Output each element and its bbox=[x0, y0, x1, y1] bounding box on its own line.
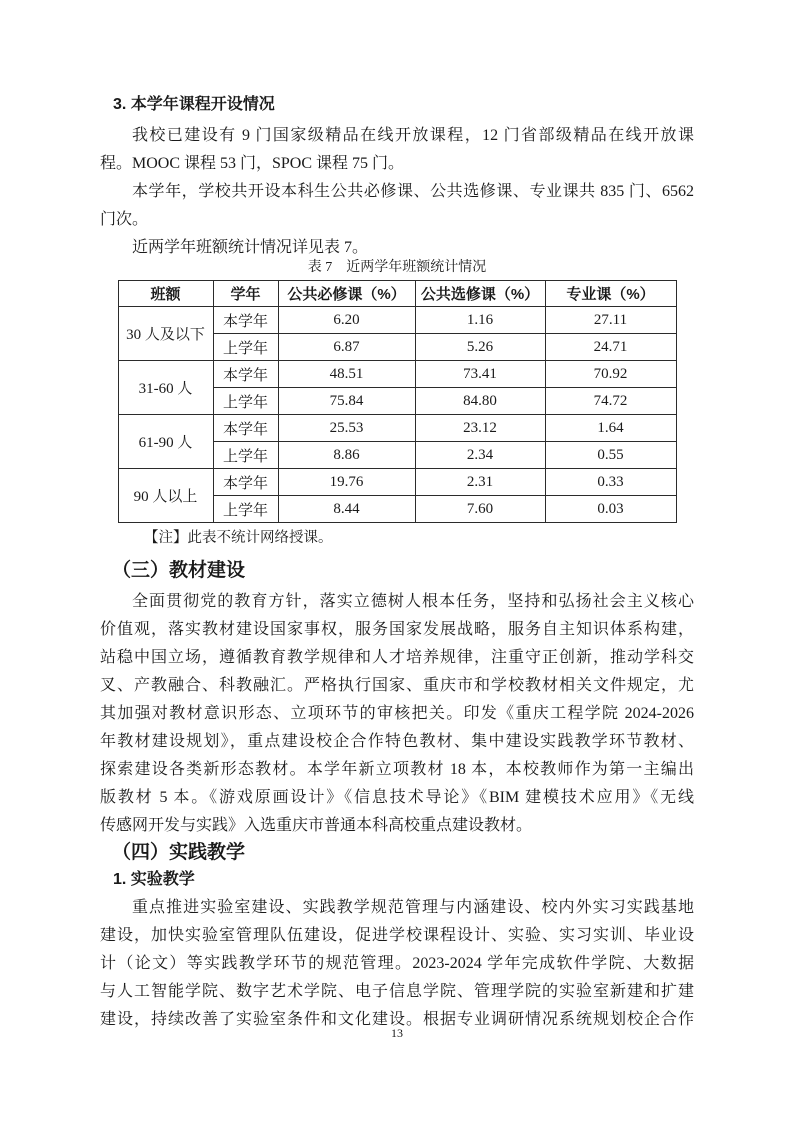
year-cell: 上学年 bbox=[213, 334, 278, 361]
body-line: 传感网开发与实践》入选重庆市普通本科高校重点建设教材。 bbox=[100, 817, 533, 834]
body-line: 全面贯彻党的教育方针，落实立德树人根本任务，坚持和弘扬社会主义核心 bbox=[132, 593, 694, 610]
elective-cell: 2.34 bbox=[415, 442, 545, 469]
body-line: 版教材 5 本。《游戏原画设计》《信息技术导论》《BIM 建模技术应用》《无线 bbox=[100, 789, 694, 806]
group-label-cell: 30 人及以下 bbox=[118, 307, 213, 361]
year-cell: 上学年 bbox=[213, 388, 278, 415]
required-cell: 75.84 bbox=[278, 388, 415, 415]
required-cell: 25.53 bbox=[278, 415, 415, 442]
body-line: 建设，持续改善了实验室条件和文化建设。根据专业调研情况系统规划校企合作 bbox=[100, 1011, 694, 1028]
body-line: 重点推进实验室建设、实践教学规范管理与内涵建设、校内外实习实践基地 bbox=[132, 899, 694, 916]
major-cell: 0.55 bbox=[545, 442, 676, 469]
textbook-paragraph bbox=[100, 588, 694, 840]
group-label-cell: 61-90 人 bbox=[118, 415, 213, 469]
year-cell: 本学年 bbox=[213, 469, 278, 496]
body-line: 程。MOOC 课程 53 门，SPOC 课程 75 门。 bbox=[100, 155, 405, 172]
table-7-caption: 表 7 近两学年班额统计情况 bbox=[307, 260, 487, 275]
year-cell: 上学年 bbox=[213, 496, 278, 523]
required-cell: 6.87 bbox=[278, 334, 415, 361]
required-cell: 8.44 bbox=[278, 496, 415, 523]
table-header-class-size: 班额 bbox=[118, 281, 213, 307]
body-line: 价值观，落实教材建设国家事权，服务国家发展战略，服务自主知识体系构建， bbox=[100, 621, 694, 638]
table-note: 【注】此表不统计网络授课。 bbox=[144, 530, 333, 546]
table-row bbox=[118, 361, 676, 388]
body-line: 建设，加快实验室管理队伍建设，促进学校课程设计、实验、实习实训、毕业设 bbox=[100, 927, 694, 944]
required-cell: 6.20 bbox=[278, 307, 415, 334]
table-header-required-courses: 公共必修课（%） bbox=[278, 281, 415, 307]
body-line: 我校已建设有 9 门国家级精品在线开放课程，12 门省部级精品在线开放课 bbox=[132, 127, 694, 144]
major-cell: 24.71 bbox=[545, 334, 676, 361]
section-heading-textbook: （三）教材建设 bbox=[112, 560, 246, 581]
elective-cell: 7.60 bbox=[415, 496, 545, 523]
elective-cell: 84.80 bbox=[415, 388, 545, 415]
year-cell: 本学年 bbox=[213, 361, 278, 388]
body-line: 年教材建设规划》，重点建设校企合作特色教材、集中建设实践教学环节教材、 bbox=[100, 733, 694, 750]
required-cell: 19.76 bbox=[278, 469, 415, 496]
elective-cell: 23.12 bbox=[415, 415, 545, 442]
table-row bbox=[118, 415, 676, 442]
required-cell: 48.51 bbox=[278, 361, 415, 388]
major-cell: 0.33 bbox=[545, 469, 676, 496]
group-label-cell: 90 人以上 bbox=[118, 469, 213, 523]
class-size-statistics-table bbox=[118, 280, 677, 523]
section-heading-practice: （四）实践教学 bbox=[112, 842, 246, 863]
table-header-major-courses: 专业课（%） bbox=[545, 281, 676, 307]
paragraph-course-counts bbox=[100, 178, 694, 234]
major-cell: 74.72 bbox=[545, 388, 676, 415]
body-line: 本学年，学校共开设本科生公共必修课、公共选修课、专业课共 835 门、6562 bbox=[132, 183, 694, 200]
page-number: 13 bbox=[391, 1026, 403, 1040]
body-line: 其加强对教材意识形态、立项环节的审核把关。印发《重庆工程学院 2024-2026 bbox=[100, 705, 694, 722]
group-label-cell: 31-60 人 bbox=[118, 361, 213, 415]
practice-paragraph bbox=[100, 894, 694, 1034]
body-line: 门次。 bbox=[100, 211, 149, 228]
table-row bbox=[118, 469, 676, 496]
major-cell: 1.64 bbox=[545, 415, 676, 442]
year-cell: 上学年 bbox=[213, 442, 278, 469]
major-cell: 0.03 bbox=[545, 496, 676, 523]
body-line: 与人工智能学院、数字艺术学院、电子信息学院、管理学院的实验室新建和扩建 bbox=[100, 983, 694, 1000]
major-cell: 70.92 bbox=[545, 361, 676, 388]
elective-cell: 73.41 bbox=[415, 361, 545, 388]
body-line: 站稳中国立场，遵循教育教学规律和人才培养规律，注重守正创新，推动学科交 bbox=[100, 649, 694, 666]
major-cell: 27.11 bbox=[545, 307, 676, 334]
elective-cell: 2.31 bbox=[415, 469, 545, 496]
table-header-elective-courses: 公共选修课（%） bbox=[415, 281, 545, 307]
body-line: 计（论文）等实践教学环节的规范管理。2023-2024 学年完成软件学院、大数据 bbox=[100, 955, 694, 972]
subsection-heading-experiment: 1. 实验教学 bbox=[113, 871, 195, 888]
body-line: 近两学年班额统计情况详见表 7。 bbox=[132, 239, 369, 256]
year-cell: 本学年 bbox=[213, 415, 278, 442]
year-cell: 本学年 bbox=[213, 307, 278, 334]
section-3-heading: 3. 本学年课程开设情况 bbox=[113, 96, 275, 113]
table-header-school-year: 学年 bbox=[213, 281, 278, 307]
body-line: 叉、产教融合、科教融汇。严格执行国家、重庆市和学校教材相关文件规定，尤 bbox=[100, 677, 694, 694]
paragraph-online-courses bbox=[100, 122, 694, 178]
table-header-row bbox=[118, 281, 676, 307]
body-line: 探索建设各类新形态教材。本学年新立项教材 18 本，本校教师作为第一主编出 bbox=[100, 761, 694, 778]
table-row bbox=[118, 307, 676, 334]
elective-cell: 1.16 bbox=[415, 307, 545, 334]
required-cell: 8.86 bbox=[278, 442, 415, 469]
elective-cell: 5.26 bbox=[415, 334, 545, 361]
